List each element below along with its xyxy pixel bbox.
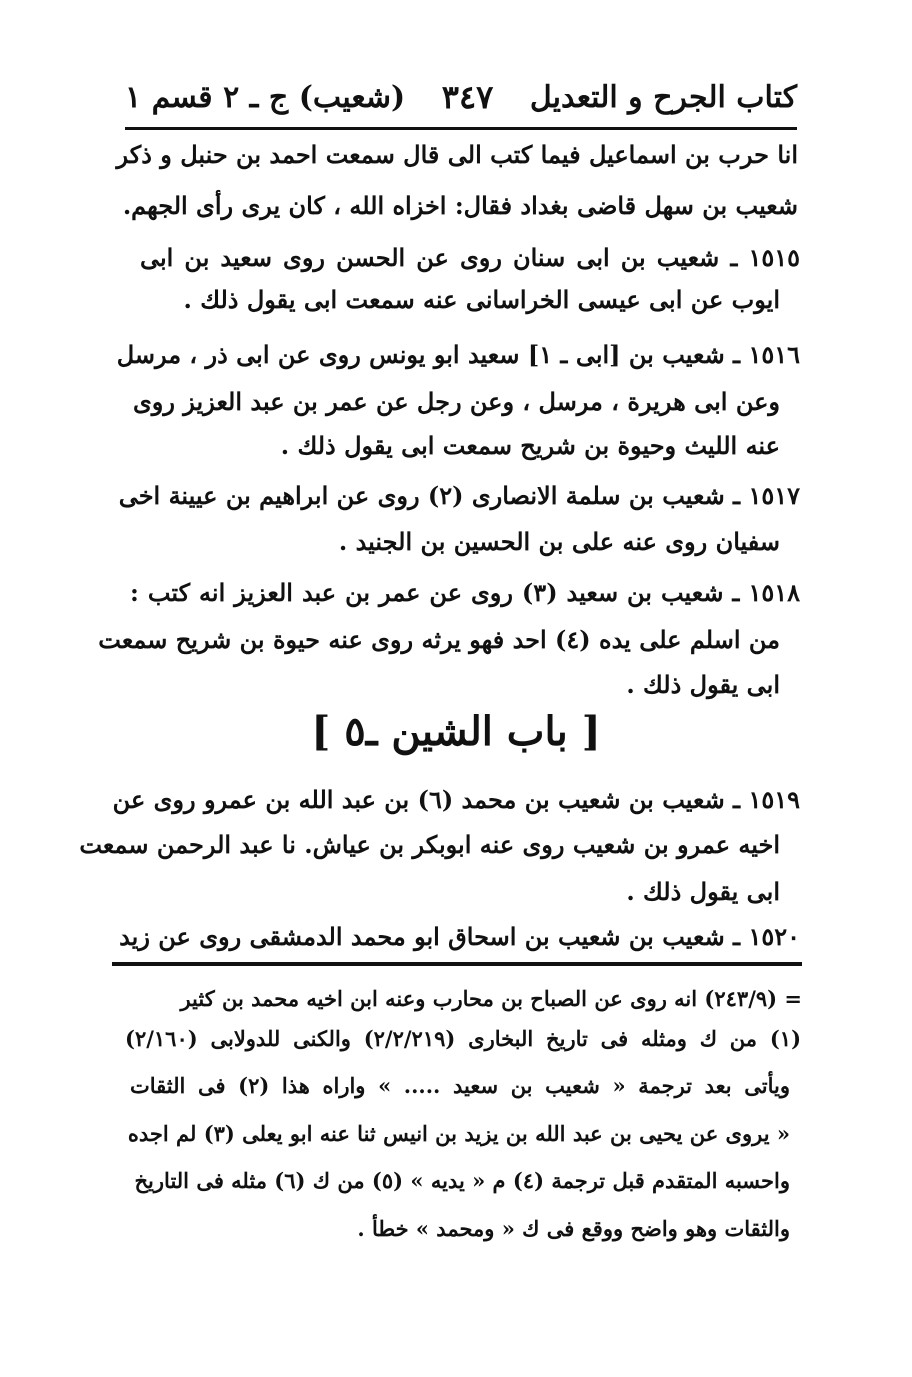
- body-line: من اسلم على يده (٤) احد فهو يرثه روى عنه حيوة بن شريح سمعت: [98, 625, 780, 654]
- footnote-line: « يروى عن يحيى بن عبد الله بن يزيد بن انيس ثنا عنه ابو يعلى (٣) لم اجده: [127, 1121, 790, 1146]
- body-line: ابى يقول ذلك .: [626, 670, 780, 699]
- body-line: سفيان روى عنه على بن الحسين بن الجنيد .: [338, 527, 780, 556]
- entry-1517: ١٥١٧ ـ شعيب بن سلمة الانصارى (٢) روى عن ابراهيم بن عيينة اخى: [118, 481, 800, 510]
- footnote-line: = (٢٤٣/٩) انه روى عن الصباح بن محارب وعنه ابن اخيه محمد بن كثير: [180, 986, 802, 1011]
- body-line: اخيه عمرو بن شعيب روى عنه ابوبكر بن عياش. نا عبد الرحمن سمعت: [79, 830, 780, 859]
- section-heading: [ باب الشين ـ٥ ]: [311, 708, 601, 755]
- entry-1515: ١٥١٥ ـ شعيب بن ابى سنان روى عن الحسن روى سعيد بن ابى: [140, 243, 800, 272]
- header-rule: [125, 127, 797, 130]
- body-line: وعن ابى هريرة ، مرسل ، وعن رجل عن عمر بن عبد العزيز روى: [132, 387, 780, 416]
- body-line: ايوب عن ابى عيسى الخراسانى عنه سمعت ابى يقول ذلك .: [183, 285, 780, 314]
- page-header: [125, 72, 797, 122]
- body-line: ابى يقول ذلك .: [626, 877, 780, 906]
- footnote-line: ويأتى بعد ترجمة « شعيب بن سعيد ..... » واراه هذا (٢) فى الثقات: [130, 1073, 790, 1098]
- footnote-rule: [112, 962, 802, 966]
- section-label: (شعيب) ج ـ ٢ قسم ١: [125, 79, 406, 115]
- body-line: شعيب بن سهل قاضى بغداد فقال: اخزاه الله ، كان يرى رأى الجهم.: [122, 191, 798, 220]
- entry-1519: ١٥١٩ ـ شعيب بن شعيب بن محمد (٦) بن عبد الله بن عمرو روى عن: [112, 785, 800, 814]
- body-line: انا حرب بن اسماعيل فيما كتب الى قال سمعت احمد بن حنبل و ذكر: [116, 140, 798, 169]
- entry-1520: ١٥٢٠ ـ شعيب بن شعيب بن اسحاق ابو محمد الدمشقى روى عن زيد: [119, 922, 800, 951]
- book-title: كتاب الجرح و التعديل: [529, 79, 797, 115]
- body-line: عنه الليث وحيوة بن شريح سمعت ابى يقول ذلك .: [280, 431, 780, 460]
- footnote-line: والثقات وهو واضح ووقع فى ك « ومحمد » خطأ .: [357, 1216, 790, 1241]
- footnote-line: واحسبه المتقدم قبل ترجمة (٤) م « يديه » (٥) من ك (٦) مثله فى التاريخ: [134, 1168, 790, 1193]
- entry-1516: ١٥١٦ ـ شعيب بن [ابى ـ ١] سعيد ابو يونس روى عن ابى ذر ، مرسل: [116, 340, 800, 369]
- entry-1518: ١٥١٨ ـ شعيب بن سعيد (٣) روى عن عمر بن عبد العزيز انه كتب :: [130, 578, 801, 607]
- footnote-line: (١) من ك ومثله فى تاريخ البخارى (٢/٢/٢١٩) والكنى للدولابى (٢/١٦٠): [125, 1026, 801, 1051]
- page-number: ٣٤٧: [441, 78, 494, 116]
